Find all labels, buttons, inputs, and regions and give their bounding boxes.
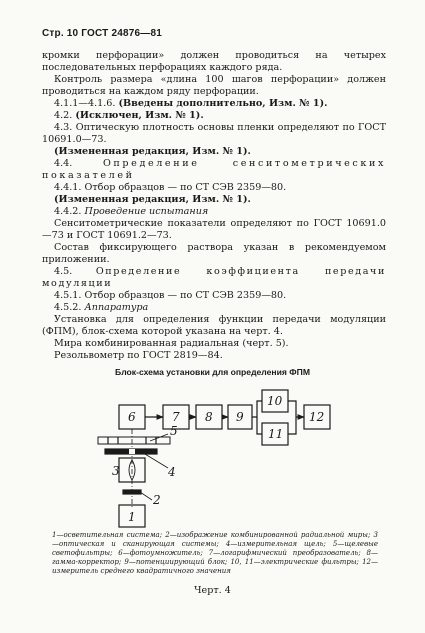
text-run: 4.1.1—4.1.6. bbox=[54, 98, 119, 109]
text-run: 4.3. Оптическую плотность основы пленки определяют по ГОСТ 10691.0—73. bbox=[42, 122, 386, 145]
paragraph bbox=[42, 50, 386, 74]
paragraph bbox=[42, 266, 386, 290]
label-10: 10 bbox=[267, 394, 283, 408]
text-run: Контроль размера «длина 100 шагов перфорации» должен проводиться на каждом ряду перфорации. bbox=[42, 74, 386, 97]
label-12: 12 bbox=[309, 410, 325, 424]
paragraph bbox=[42, 122, 386, 146]
text-run: Аппаратура bbox=[84, 302, 149, 313]
paragraph bbox=[42, 242, 386, 266]
paragraph bbox=[42, 146, 386, 158]
label-8: 8 bbox=[205, 410, 213, 424]
figure-caption: 1—осветительная система; 2—изображение комбинированной радиальной миры; 3—оптическая и сканирующая системы; 4—измерительная щель; 5—щелевые светофильтры; 6—фотоумножитель; 7—логарифмический преобразователь; 8—гамма-корректор; 9—потенциирующий блок; 10, 11—электрические фильтры; 12—измеритель среднего квадратичного значения bbox=[52, 531, 378, 575]
text-run: Состав фиксирующего раствора указан в рекомендуемом приложении. bbox=[42, 242, 386, 265]
paragraph bbox=[42, 182, 386, 194]
connector bbox=[257, 417, 262, 434]
filter-strip bbox=[98, 437, 170, 444]
label-3: 3 bbox=[112, 464, 120, 478]
text-run: (Измененная редакция, Изм. № 1). bbox=[54, 146, 251, 157]
paragraph bbox=[42, 290, 386, 302]
paragraph bbox=[42, 98, 386, 110]
text-run: 4.2. bbox=[54, 110, 76, 121]
text-run: 4.5.1. Отбор образцов — по СТ СЭВ 2359—80. bbox=[54, 290, 287, 301]
text-run: Установка для определения функции передачи модуляции (ФПМ), блок-схема которой указана на черт. 4. bbox=[42, 314, 386, 337]
paragraph bbox=[42, 194, 386, 206]
figure-title: Блок-схема установки для определения ФПМ bbox=[115, 367, 310, 377]
connector bbox=[252, 401, 262, 417]
paragraph bbox=[42, 218, 386, 242]
text-run: Мира комбинированная радиальная (черт. 5). bbox=[54, 338, 289, 349]
label-11: 11 bbox=[268, 427, 284, 441]
label-5: 5 bbox=[170, 424, 178, 438]
connector bbox=[288, 417, 296, 434]
block-diagram bbox=[0, 380, 425, 530]
text-run: 4.5. bbox=[54, 266, 96, 277]
text-run: (Исключен, Изм. № 1). bbox=[75, 110, 204, 121]
paragraph bbox=[42, 158, 386, 182]
paragraph bbox=[42, 314, 386, 338]
page-header: Стр. 10 ГОСТ 24876—81 bbox=[42, 28, 162, 39]
text-run: 4.5.2. bbox=[54, 302, 85, 313]
paragraph bbox=[42, 350, 386, 362]
label-1: 1 bbox=[128, 510, 136, 524]
connector bbox=[288, 401, 296, 417]
paragraph bbox=[42, 74, 386, 98]
paragraph bbox=[42, 302, 386, 314]
label-9: 9 bbox=[236, 410, 244, 424]
figure-number: Черт. 4 bbox=[194, 585, 231, 596]
paragraph bbox=[42, 206, 386, 218]
text-run: кромки перфорации» должен проводиться на четырех последовательных перфорациях каждого ряда. bbox=[42, 50, 386, 73]
paragraph bbox=[42, 110, 386, 122]
label-4: 4 bbox=[168, 465, 176, 479]
text-run: Сенситометрические показатели определяют по ГОСТ 10691.0—73 и ГОСТ 10691.2—73. bbox=[42, 218, 386, 241]
text-run: Определение коэффициента передачи модуляции bbox=[42, 266, 386, 289]
text-run: 4.4.1. Отбор образцов — по СТ СЭВ 2359—80. bbox=[54, 182, 287, 193]
text-run: 4.4.2. bbox=[54, 206, 85, 217]
label-7: 7 bbox=[172, 410, 180, 424]
text-run: 4.4. bbox=[54, 158, 103, 169]
mira bbox=[123, 490, 141, 494]
paragraph bbox=[42, 338, 386, 350]
label-2: 2 bbox=[153, 493, 161, 507]
label-6: 6 bbox=[128, 410, 136, 424]
text-run: (Измененная редакция, Изм. № 1). bbox=[54, 194, 251, 205]
text-run: Проведение испытания bbox=[84, 206, 209, 217]
text-run: Определение сенситометрических показателей bbox=[42, 158, 386, 181]
text-body bbox=[42, 50, 386, 362]
text-run: Резольвометр по ГОСТ 2819—84. bbox=[54, 350, 223, 361]
text-run: (Введены дополнительно, Изм. № 1). bbox=[118, 98, 328, 109]
